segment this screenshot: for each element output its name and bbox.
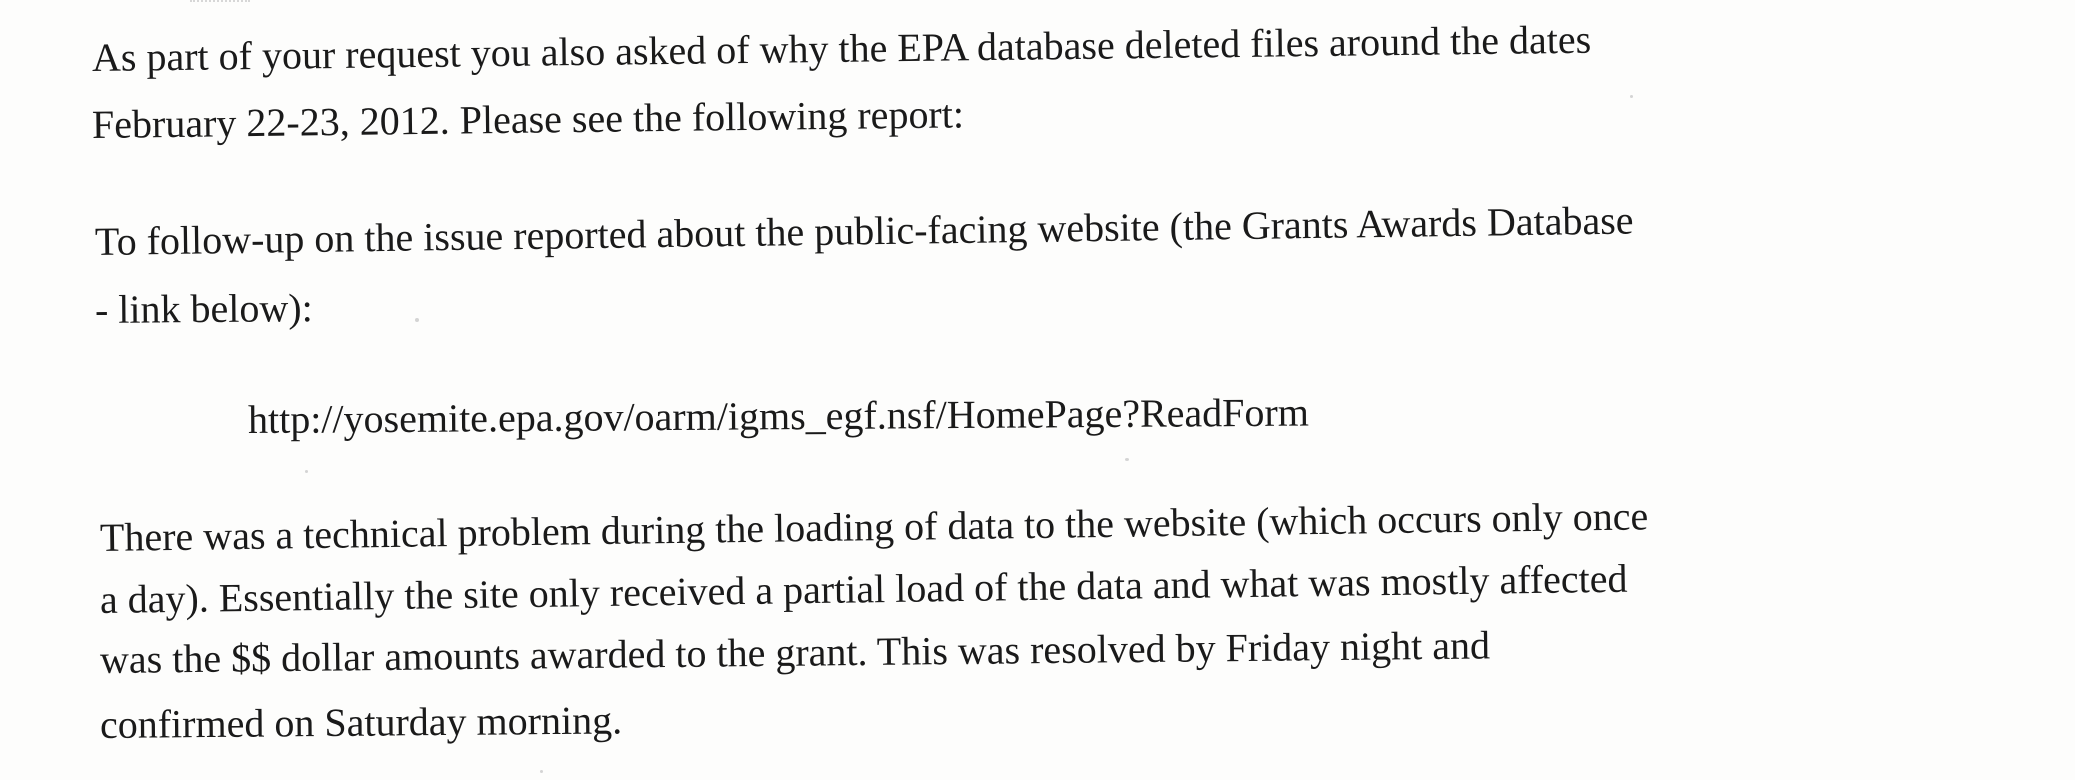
scan-speck — [1125, 458, 1129, 461]
paragraph-3-line-4: confirmed on Saturday morning. — [99, 697, 623, 747]
paragraph-2-line-1: To follow-up on the issue reported about the public-facing website (the Grants Awards Database — [94, 197, 1634, 264]
paragraph-1-line-1: As part of your request you also asked of why the EPA database deleted files around the dates — [91, 16, 1592, 80]
scan-speck — [1630, 95, 1633, 98]
paragraph-3-line-2: a day). Essentially the site only received a partial load of the data and what was mostly affected — [99, 555, 1628, 622]
scan-speck — [540, 770, 543, 773]
paragraph-2-line-2: - link below): — [94, 285, 313, 332]
paragraph-3-line-3: was the $$ dollar amounts awarded to the grant. This was resolved by Friday night and — [99, 622, 1491, 682]
paragraph-3-line-1: There was a technical problem during the loading of data to the website (which occurs only once — [99, 493, 1649, 560]
scan-speck — [305, 470, 308, 473]
scan-smudge — [190, 0, 250, 10]
grants-database-link[interactable]: http://yosemite.epa.gov/oarm/igms_egf.nsf/HomePage?ReadForm — [247, 389, 1310, 442]
scan-speck — [415, 318, 419, 322]
paragraph-1-line-2: February 22-23, 2012. Please see the following report: — [91, 91, 965, 147]
